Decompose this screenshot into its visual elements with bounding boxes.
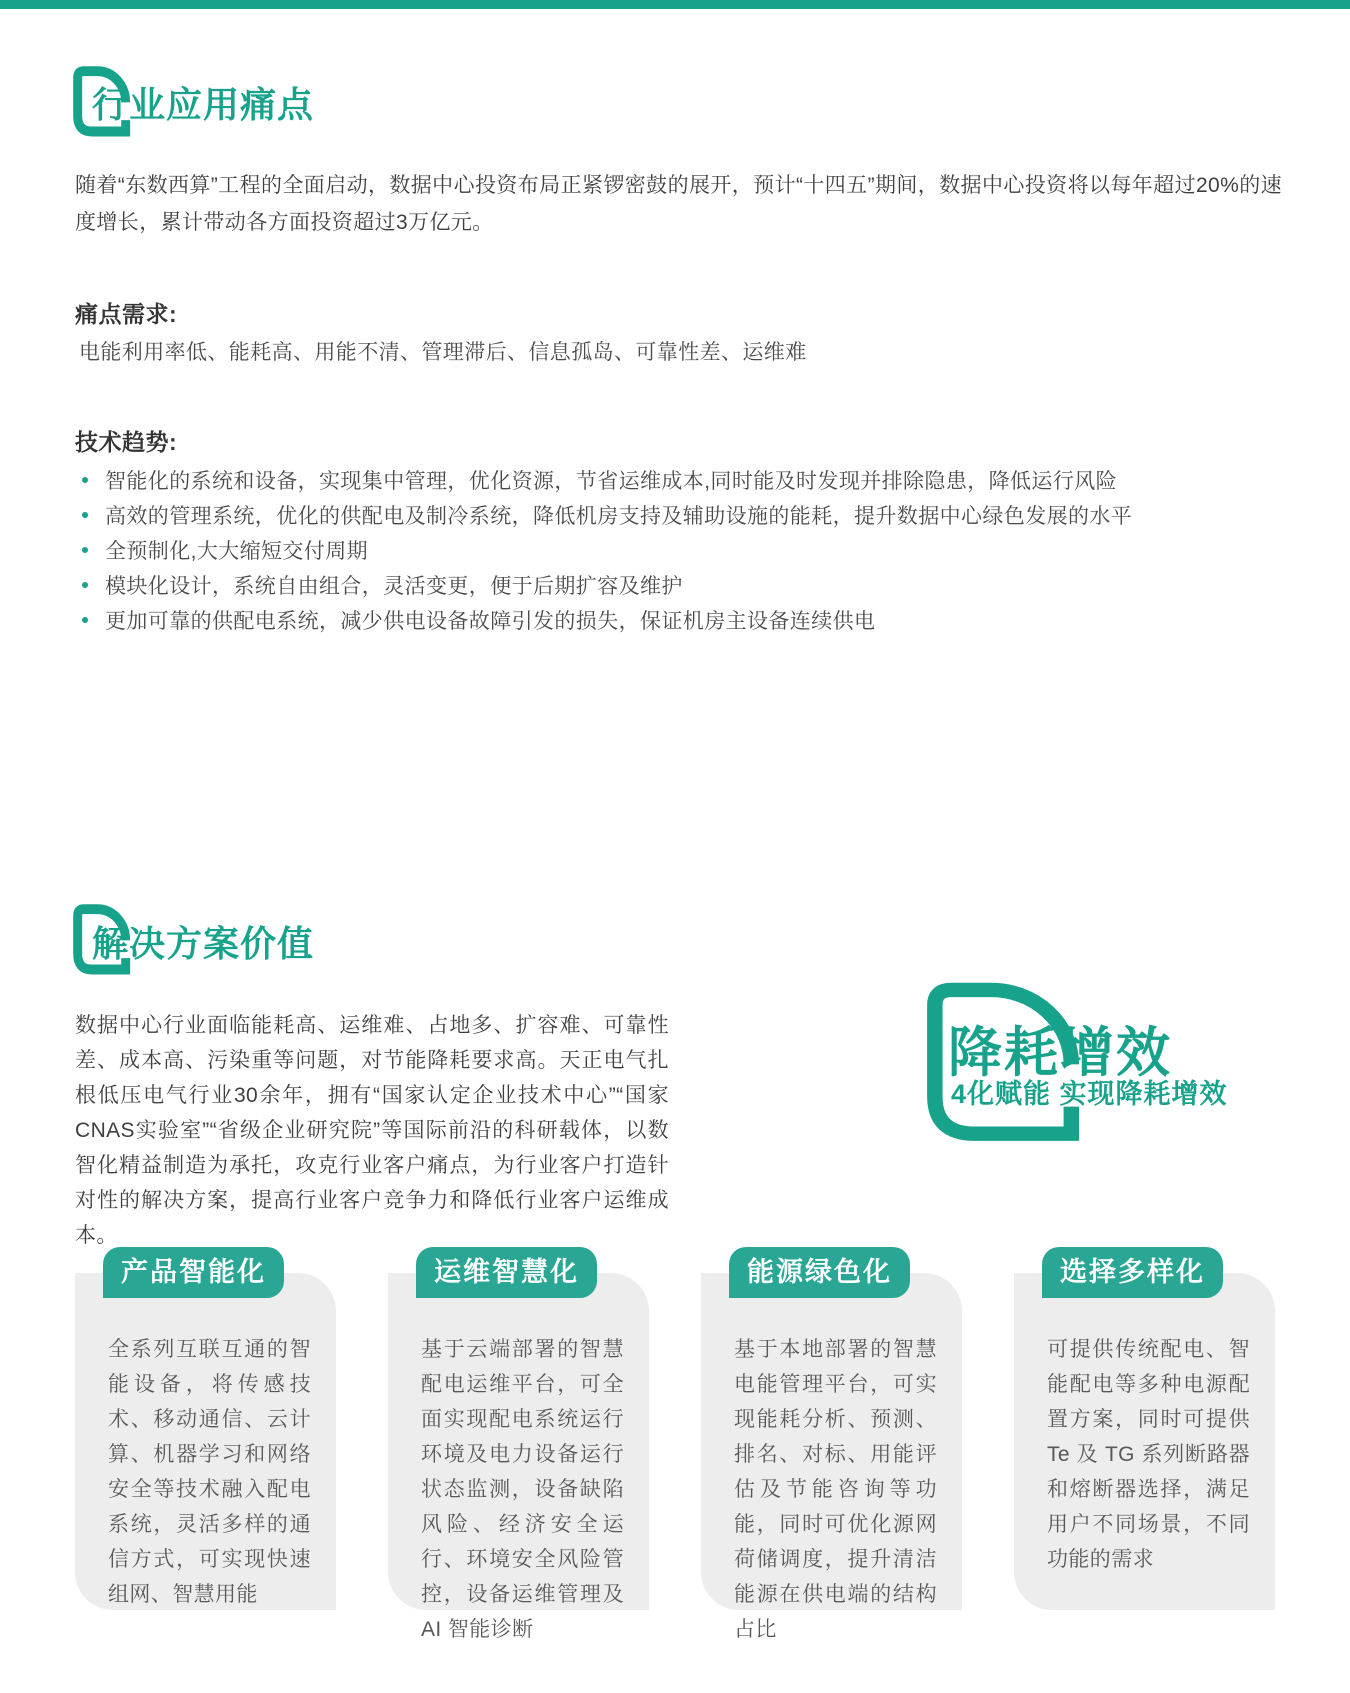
trend-item-text: 智能化的系统和设备，实现集中管理，优化资源，节省运维成本,同时能及时发现并排除隐患，降低运行风险: [105, 469, 1118, 493]
bullet-dot-icon: [82, 477, 88, 483]
bullet-dot-icon: [82, 547, 88, 553]
trend-heading: 技术趋势:: [75, 429, 178, 455]
pain-text: 电能利用率低、能耗高、用能不清、管理滞后、信息孤岛、可靠性差、运维难: [79, 341, 807, 364]
top-accent-bar: [0, 0, 1350, 9]
card-smart-operation: [388, 1247, 649, 1641]
card-title-badge: 运维智慧化: [416, 1247, 597, 1298]
bullet-dot-icon: [82, 582, 88, 588]
trend-item-text: 更加可靠的供配电系统，减少供电设备故障引发的损失，保证机房主设备连续供电: [105, 609, 876, 633]
trend-item: [75, 602, 1132, 637]
value-cards: [75, 1247, 1275, 1641]
trend-item: [75, 532, 1132, 567]
section1-intro: 随着“东数西算”工程的全面启动，数据中心投资布局正紧锣密鼓的展开，预计“十四五”期间，数据中心投资将以每年超过20%的速度增长，累计带动各方面投资超过3万亿元。: [75, 174, 1282, 234]
trend-item: [75, 567, 1132, 602]
pain-heading: 痛点需求:: [75, 301, 178, 327]
card-product-intelligence: [75, 1247, 336, 1610]
trend-item: [75, 462, 1132, 497]
bullet-dot-icon: [82, 617, 88, 623]
card-title-badge: 产品智能化: [103, 1247, 284, 1298]
trend-list: [75, 462, 1132, 637]
card-body-text: 全系列互联互通的智能设备，将传感技术、移动通信、云计算、机器学习和网络安全等技术融入配电系统，灵活多样的通信方式，可实现快速组网、智慧用能: [75, 1273, 336, 1610]
callout-subtitle: 4化赋能 实现降耗增效: [951, 1079, 1228, 1109]
section2-paragraph: 数据中心行业面临能耗高、运维难、占地多、扩容难、可靠性差、成本高、污染重等问题，对节能降耗要求高。天正电气扎根低压电气行业30余年，拥有“国家认定企业技术中心”“国家CNAS实验室”“省级企业研究院”等国际前沿的科研载体，以数智化精益制造为承托，攻克行业客户痛点，为行业客户打造针对性的解决方案，提高行业客户竞争力和降低行业客户运维成本。: [75, 1014, 669, 1247]
trend-item-text: 模块化设计，系统自由组合，灵活变更，便于后期扩容及维护: [105, 574, 683, 598]
callout-title: 降耗增效: [948, 1023, 1172, 1083]
card-body-text: 基于云端部署的智慧配电运维平台，可全面实现配电系统运行环境及电力设备运行状态监测，设备缺陷风险、经济安全运行、环境安全风险管控，设备运维管理及AI 智能诊断: [388, 1273, 649, 1610]
card-green-energy: [701, 1247, 962, 1641]
card-body-text: 可提供传统配电、智能配电等多种电源配置方案，同时可提供 Te 及 TG 系列断路器和熔断器选择，满足用户不同场景，不同功能的需求: [1014, 1273, 1275, 1610]
section1-title: 行业应用痛点: [92, 84, 315, 125]
trend-item-text: 全预制化,大大缩短交付周期: [105, 539, 369, 563]
trend-item-text: 高效的管理系统，优化的供配电及制冷系统，降低机房支持及辅助设施的能耗，提升数据中心绿色发展的水平: [105, 504, 1133, 528]
section2-title: 解决方案价值: [92, 923, 315, 964]
trend-item: [75, 497, 1132, 532]
card-body-text: 基于本地部署的智慧电能管理平台，可实现能耗分析、预测、排名、对标、用能评估及节能咨询等功能，同时可优化源网荷储调度，提升清洁能源在供电端的结构占比: [701, 1273, 962, 1610]
card-title-badge: 选择多样化: [1042, 1247, 1223, 1298]
bullet-dot-icon: [82, 512, 88, 518]
card-diverse-choice: [1014, 1247, 1275, 1610]
card-title-badge: 能源绿色化: [729, 1247, 910, 1298]
